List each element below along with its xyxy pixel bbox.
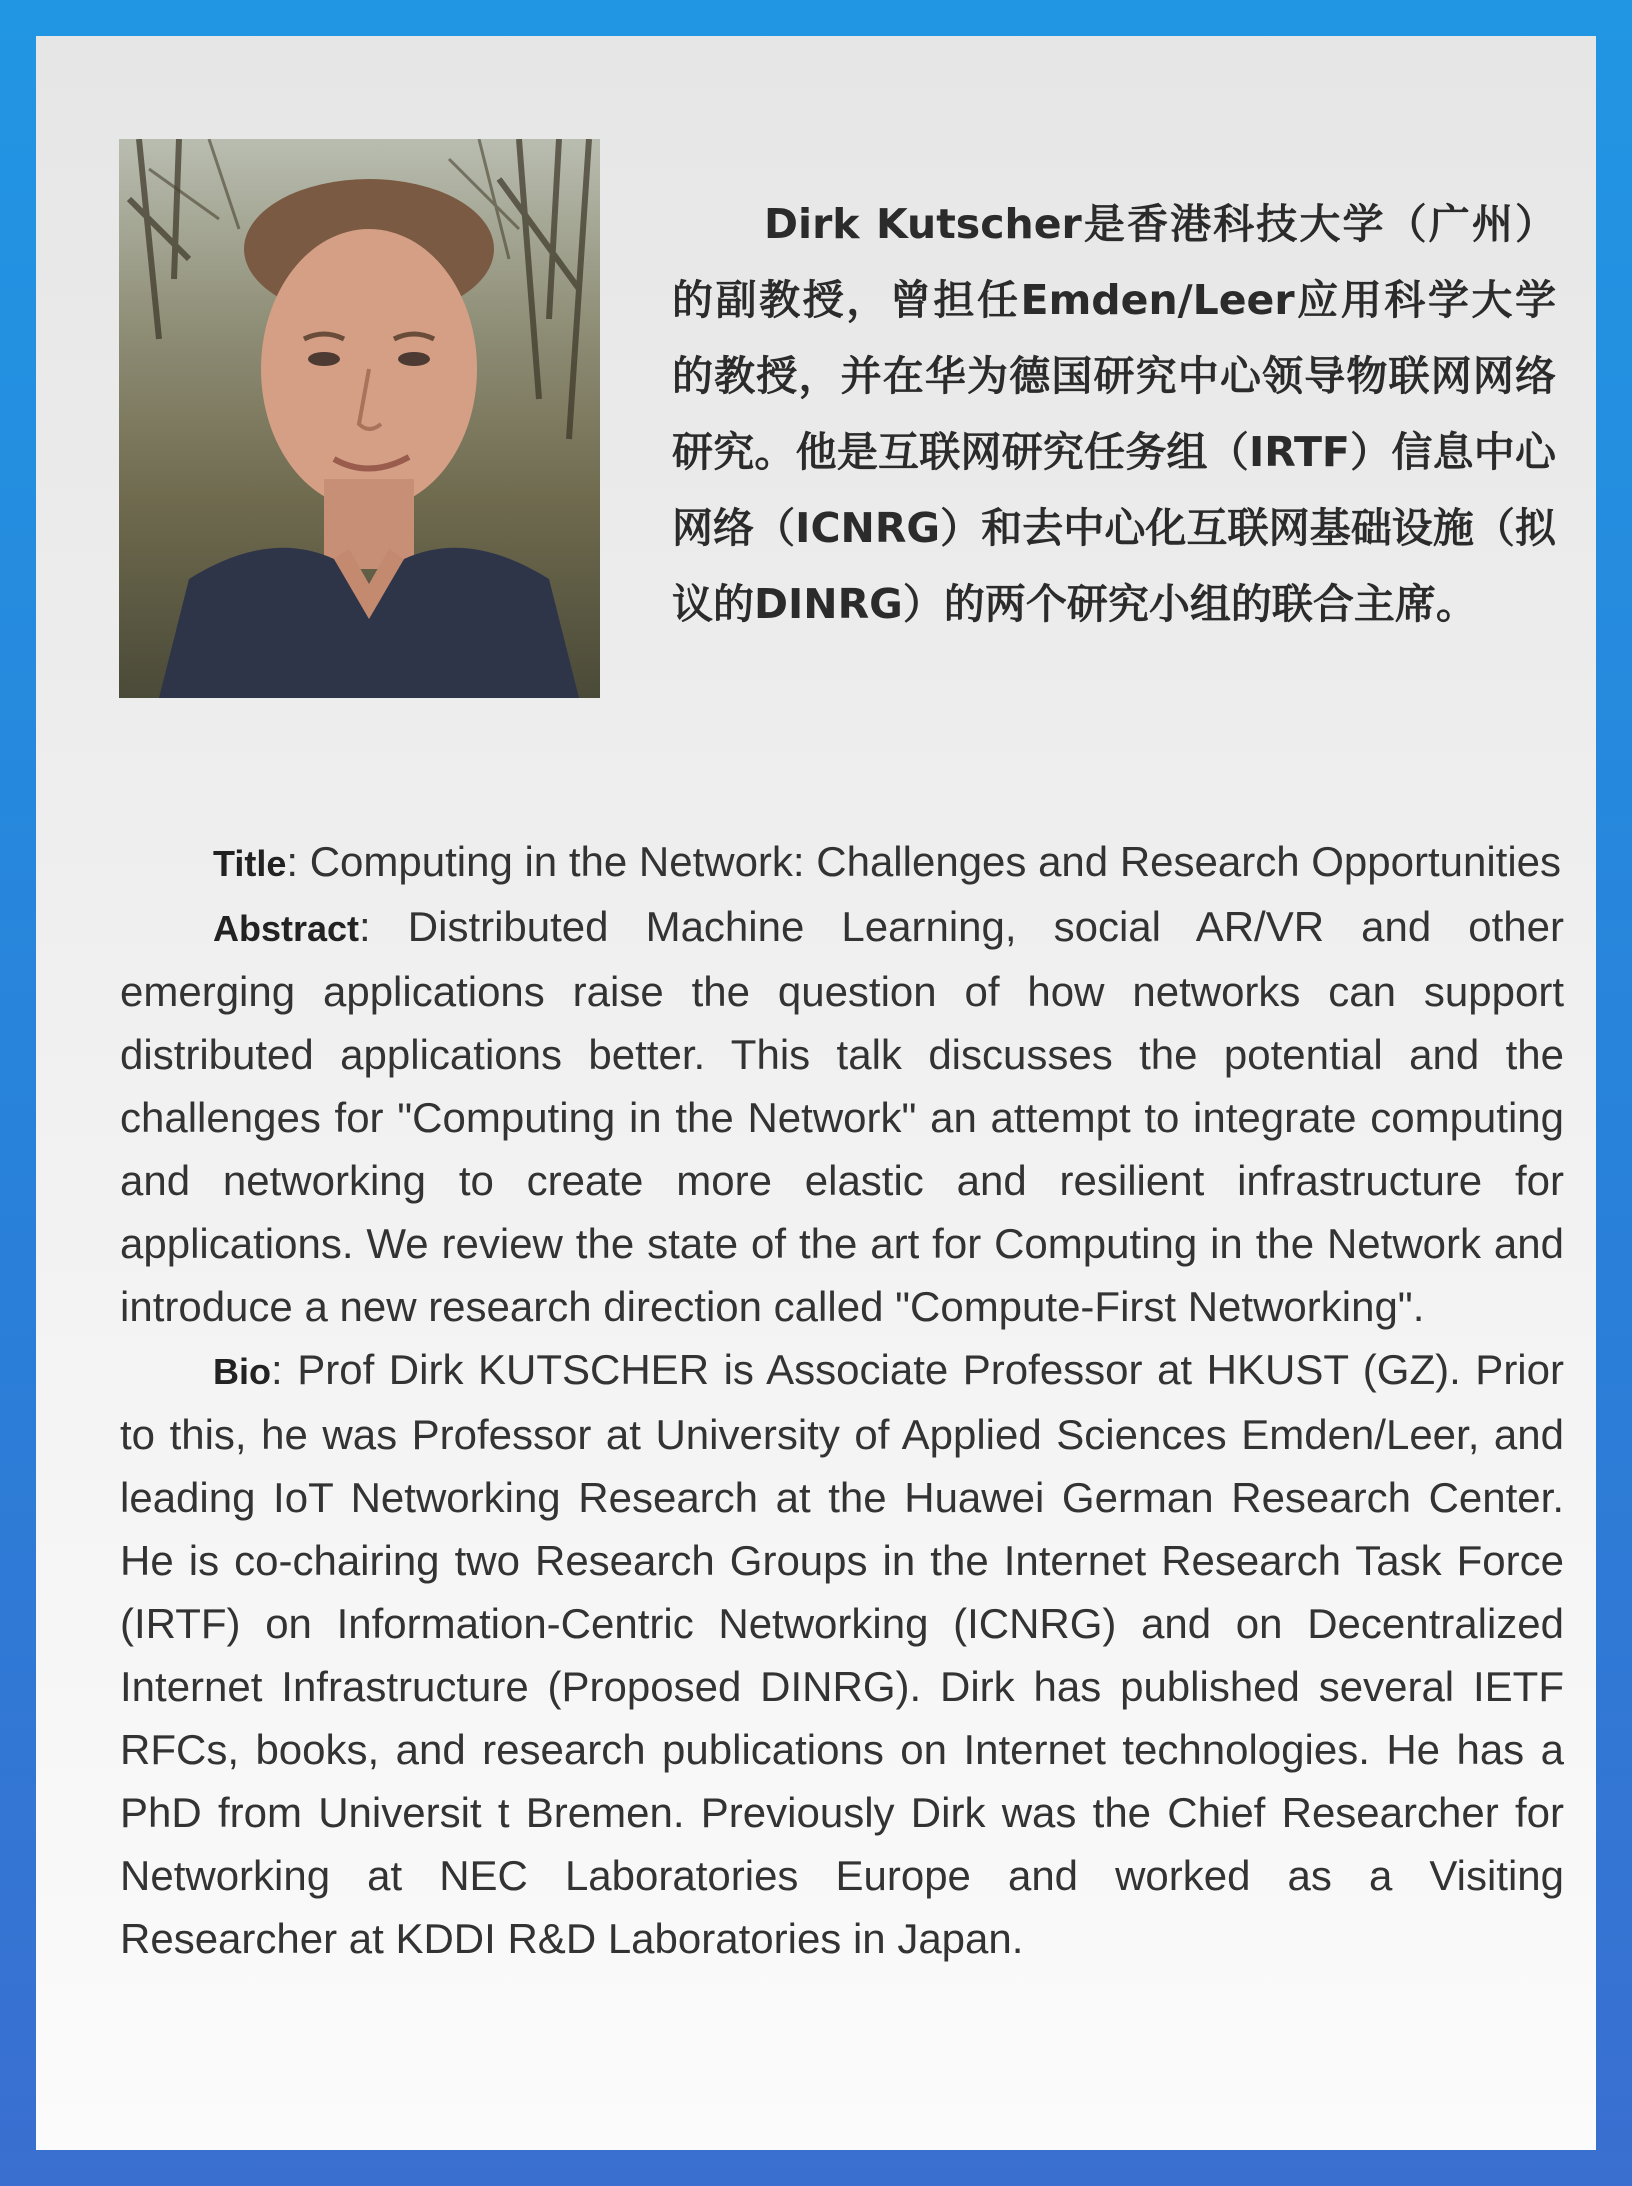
bio-text: : Prof Dirk KUTSCHER is Associate Professor at HKUST (GZ). Prior to this, he was Professor at University of Applied Sciences Emden/Leer, and leading IoT Networking Research at the Huawei German Research Center. He is co-chairing two Research Groups in the Internet Research Task Force (IRTF) on Information-Centric Networking (ICNRG) and on Decentralized Internet Infrastructure (Proposed DINRG). Dirk has published several IETF RFCs, books, and research publications on Internet technologies. He has a PhD from Universit t Bremen. Previously Dirk was the Chief Researcher for Networking at NEC Laboratories Europe and worked as a Visiting Researcher at KDDI R&D Laboratories in Japan. [120,1346,1564,1962]
abstract-paragraph [120,895,1564,1338]
talk-details [120,830,1564,1970]
portrait-illustration [119,139,600,698]
intro-chinese: Dirk Kutscher是香港科技大学（广州）的副教授，曾担任Emden/Leer应用科学大学的教授，并在华为德国研究中心领导物联网网络研究。他是互联网研究任务组（IRTF）信息中心网络（ICNRG）和去中心化互联网基础设施（拟议的DINRG）的两个研究小组的联合主席。 [672,200,1556,628]
title-label: Title [213,843,287,884]
title-paragraph [120,830,1564,895]
speaker-photo [119,139,600,698]
bio-paragraph [120,1338,1564,1970]
speaker-card [36,36,1596,2150]
abstract-label: Abstract [213,908,360,949]
title-text: : Computing in the Network: Challenges and Research Opportunities [286,838,1562,885]
bio-label: Bio [213,1351,271,1392]
abstract-text: : Distributed Machine Learning, social AR/VR and other emerging applications raise the question of how networks can support distributed applications better. This talk discusses the potential and the challenges for "Computing in the Network" an attempt to integrate computing and networking to create more elastic and resilient infrastructure for applications. We review the state of the art for Computing in the Network and introduce a new research direction called "Compute-First Networking". [120,903,1564,1330]
